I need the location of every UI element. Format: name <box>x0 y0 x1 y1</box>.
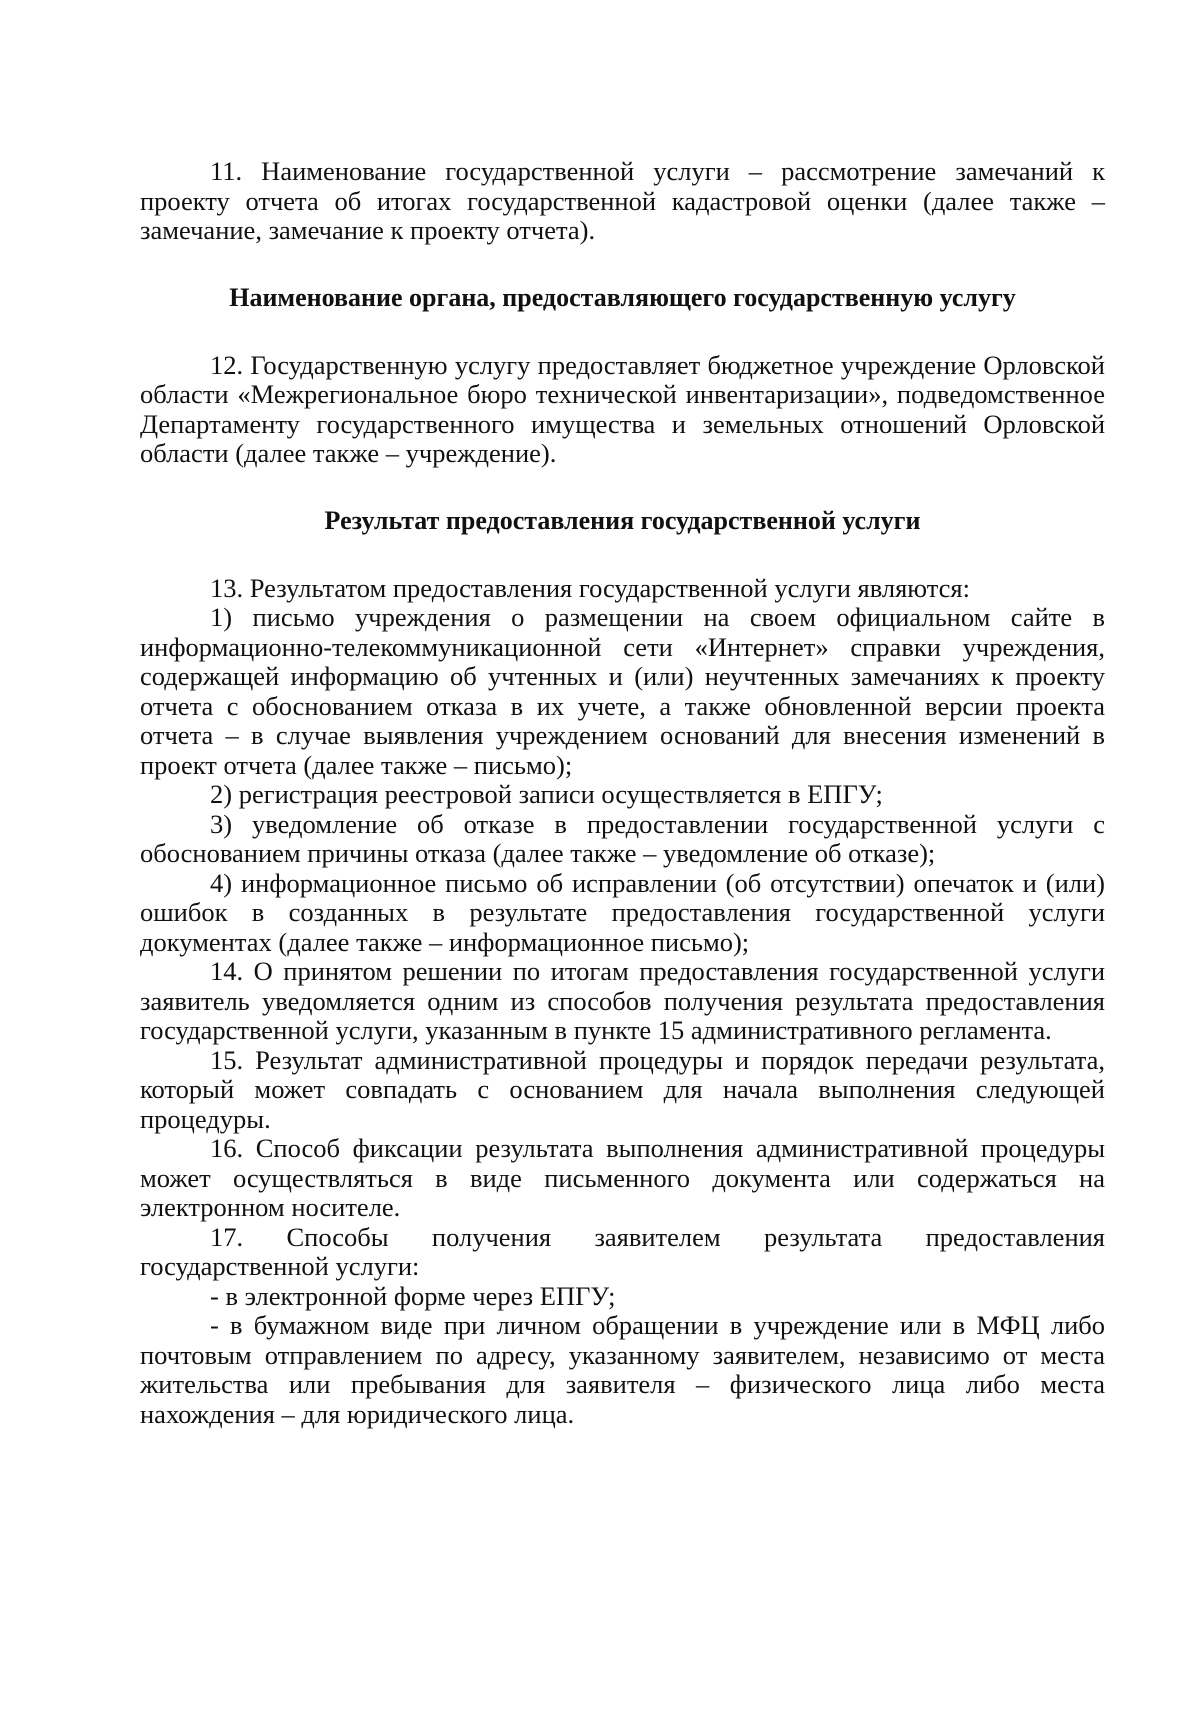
heading-result: Результат предоставления государственной услуги <box>324 505 921 535</box>
document-body <box>140 157 1105 1429</box>
heading-organ: Наименование органа, предоставляющего государственную услугу <box>229 282 1016 312</box>
paragraph-15: 15. Результат административной процедуры и порядок передачи результата, который может совпадать с основанием для начала выполнения следующей процедуры. <box>140 1044 1105 1134</box>
paragraph-17: 17. Способы получения заявителем результата предоставления государственной услуги: <box>140 1221 1105 1281</box>
paragraph-17-item-1: - в электронной форме через ЕПГУ; <box>210 1280 616 1311</box>
paragraph-14: 14. О принятом решении по итогам предоставления государственной услуги заявитель уведомляется одним из способов получения результата предоставления государственной услуги, указанным в пункте 15 административного регламента. <box>140 956 1105 1045</box>
paragraph-11: 11. Наименование государственной услуги – рассмотрение замечаний к проекту отчета об итогах государственной кадастровой оценки (далее также – замечание, замечание к проекту отчета). <box>140 156 1105 245</box>
paragraph-17-item-2: - в бумажном виде при личном обращении в учреждение или в МФЦ либо почтовым отправлением по адресу, указанному заявителем, независимо от места жительства или пребывания для заявителя – физического лица либо места нахождения – для юридического лица. <box>140 1310 1105 1429</box>
paragraph-13-item-1: 1) письмо учреждения о размещении на своем официальном сайте в информационно-телекоммуникационной сети «Интернет» справки учреждения, содержащей информацию об учтенных и (или) неучтенных замечаниях к проекту отчета с обоснованием отказа в их учете, а также обновленной версии проекта отчета – в случае выявления учреждением оснований для внесения изменений в проект отчета (далее также – письмо); <box>140 602 1105 780</box>
paragraph-16: 16. Способ фиксации результата выполнения административной процедуры может осуществляться в виде письменного документа или содержаться на электронном носителе. <box>140 1133 1105 1222</box>
paragraph-13-item-3: 3) уведомление об отказе в предоставлении государственной услуги с обоснованием причины отказа (далее также – уведомление об отказе); <box>140 808 1105 868</box>
paragraph-13: 13. Результатом предоставления государственной услуги являются: <box>210 572 970 603</box>
paragraph-12: 12. Государственную услугу предоставляет бюджетное учреждение Орловской области «Межрегиональное бюро технической инвентаризации», подведомственное Департаменту государственного имущества и земельных отношений Орловской области (далее также – учреждение). <box>140 349 1105 468</box>
paragraph-13-item-4: 4) информационное письмо об исправлении (об отсутствии) опечаток и (или) ошибок в созданных в результате предоставления государственной услуги документах (далее также – информационное письмо); <box>140 867 1105 957</box>
paragraph-13-item-2: 2) регистрация реестровой записи осуществляется в ЕПГУ; <box>210 779 883 809</box>
